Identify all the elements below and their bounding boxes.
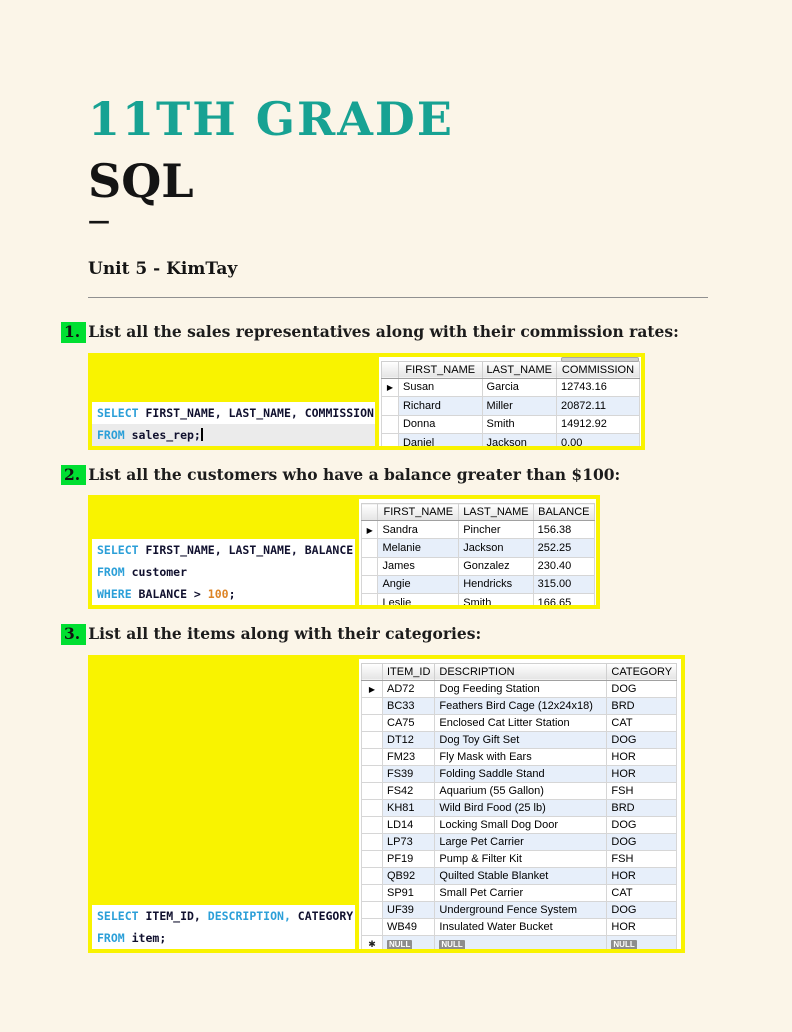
table-cell: Aquarium (55 Gallon) [435, 782, 607, 799]
table-cell: Melanie [378, 539, 459, 557]
column-header: LAST_NAME [482, 361, 556, 378]
sql-editor-pane [92, 659, 359, 949]
divider-rule [88, 297, 708, 298]
sql-code-line [92, 905, 355, 927]
column-header: CATEGORY [607, 663, 677, 680]
table-cell [435, 935, 607, 949]
sql-code-line [92, 583, 355, 605]
table-cell: Folding Saddle Stand [435, 765, 607, 782]
row-selector-header [362, 663, 383, 680]
table-row [362, 867, 677, 884]
sql-code-block [92, 539, 355, 605]
sql-code-block [92, 905, 355, 949]
table-cell: QB92 [383, 867, 435, 884]
table-cell: Miller [482, 397, 556, 416]
row-selector-header [382, 361, 399, 378]
table-row [362, 918, 677, 935]
table-cell: Insulated Water Bucket [435, 918, 607, 935]
table-cell: Daniel [398, 434, 482, 446]
row-selector-cell [362, 575, 378, 593]
table-cell: Enclosed Cat Litter Station [435, 714, 607, 731]
table-cell: 0.00 [556, 434, 639, 446]
current-row-arrow-icon: ▶ [366, 525, 373, 535]
table-cell: PF19 [383, 850, 435, 867]
query-result-screenshot [88, 655, 685, 953]
table-cell: BC33 [383, 697, 435, 714]
row-selector-cell [362, 901, 383, 918]
table-row [362, 557, 595, 575]
row-selector-cell [362, 593, 378, 605]
table-row [362, 799, 677, 816]
question-number: 1. [61, 322, 86, 343]
sql-token: item; [131, 930, 167, 945]
row-selector-cell [362, 557, 378, 575]
table-row [362, 765, 677, 782]
text-cursor [201, 428, 203, 441]
table-row [362, 850, 677, 867]
table-cell: UF39 [383, 901, 435, 918]
table-row [382, 378, 640, 397]
row-selector-cell [382, 434, 399, 446]
table-cell: KH81 [383, 799, 435, 816]
new-row [362, 935, 677, 949]
sql-token: FROM [97, 930, 132, 945]
sql-token: WHERE [97, 587, 139, 602]
table-row [362, 748, 677, 765]
table-cell: LD14 [383, 816, 435, 833]
current-row-arrow-icon: ▶ [368, 684, 376, 694]
row-selector-cell [362, 539, 378, 557]
table-cell: AD72 [383, 680, 435, 697]
question-line [64, 464, 708, 486]
table-cell: CAT [607, 884, 677, 901]
table-cell: 315.00 [533, 575, 594, 593]
dash-decoration: — [88, 208, 110, 234]
row-selector-cell [362, 935, 383, 949]
table-cell: Jackson [459, 539, 533, 557]
table-cell: Angie [378, 575, 459, 593]
sql-code-line [92, 402, 375, 424]
table-row [382, 415, 640, 434]
sql-token: sales_rep; [131, 427, 201, 442]
table-cell: DOG [607, 833, 677, 850]
table-cell: 166.65 [533, 593, 594, 605]
sql-editor-pane [92, 499, 359, 605]
row-selector-header [362, 504, 378, 521]
horizontal-scrollbar [561, 357, 639, 362]
table-cell: Wild Bird Food (25 lb) [435, 799, 607, 816]
sql-token: FROM [97, 565, 132, 580]
sql-code-line [92, 424, 375, 446]
row-selector-cell [362, 748, 383, 765]
null-badge: NULL [441, 939, 463, 949]
table-cell: 156.38 [533, 521, 594, 539]
table-cell: Large Pet Carrier [435, 833, 607, 850]
table-cell: Richard [398, 397, 482, 416]
column-header: FIRST_NAME [378, 504, 459, 521]
table-row [362, 593, 595, 605]
null-badge: NULL [613, 939, 635, 949]
table-cell: Garcia [482, 378, 556, 397]
sql-token: SELECT [97, 908, 146, 923]
table-cell [607, 935, 677, 949]
table-cell: HOR [607, 748, 677, 765]
row-selector-cell [362, 782, 383, 799]
table-cell: Donna [398, 415, 482, 434]
results-grid [361, 503, 595, 605]
question-line [64, 322, 708, 343]
row-selector-cell [362, 765, 383, 782]
question-block [64, 464, 708, 610]
current-row-arrow-icon: ▶ [386, 383, 394, 393]
row-selector-cell [362, 833, 383, 850]
table-cell: CA75 [383, 714, 435, 731]
results-grid [381, 361, 640, 446]
sql-code-line [92, 539, 355, 561]
table-row [362, 697, 677, 714]
sql-token: FIRST_NAME, LAST_NAME, COMMISSION [145, 405, 374, 420]
unit-subtitle: Unit 5 - KimTay [88, 259, 238, 279]
table-cell: Susan [398, 378, 482, 397]
row-selector-cell [362, 816, 383, 833]
table-row [362, 680, 677, 697]
table-cell: Smith [482, 415, 556, 434]
row-selector-cell [362, 799, 383, 816]
table-cell: BRD [607, 697, 677, 714]
table-row [362, 539, 595, 557]
table-cell: HOR [607, 918, 677, 935]
table-cell [383, 935, 435, 949]
question-number: 2. [61, 465, 86, 486]
question-number: 3. [61, 624, 86, 645]
query-result-screenshot [88, 495, 600, 609]
table-cell: Sandra [378, 521, 459, 539]
results-grid-area [359, 499, 596, 605]
table-cell: LP73 [383, 833, 435, 850]
sql-code-block [92, 402, 375, 446]
column-header: FIRST_NAME [398, 361, 482, 378]
table-row [362, 521, 595, 539]
table-cell: 20872.11 [556, 397, 639, 416]
table-cell: Underground Fence System [435, 901, 607, 918]
table-cell: FS39 [383, 765, 435, 782]
row-selector-cell [362, 697, 383, 714]
query-result-screenshot [88, 353, 645, 450]
table-row [362, 901, 677, 918]
results-grid-area [359, 659, 681, 949]
question-line [64, 624, 708, 645]
table-cell: WB49 [383, 918, 435, 935]
sql-token: FROM [97, 427, 132, 442]
table-cell: Leslie [378, 593, 459, 605]
table-cell: DOG [607, 901, 677, 918]
table-cell: 230.40 [533, 557, 594, 575]
table-cell: HOR [607, 867, 677, 884]
table-cell: SP91 [383, 884, 435, 901]
new-row-marker-icon: ✱ [368, 938, 376, 949]
table-cell: 252.25 [533, 539, 594, 557]
sql-token: CATEGORY [290, 908, 354, 923]
table-cell: 14912.92 [556, 415, 639, 434]
row-selector-cell [382, 415, 399, 434]
sql-token: BALANCE > [138, 587, 208, 602]
row-selector-cell [362, 714, 383, 731]
results-grid [361, 663, 677, 949]
row-selector-cell [382, 378, 399, 397]
table-cell: FSH [607, 850, 677, 867]
row-selector-cell [362, 521, 378, 539]
header-row [362, 504, 595, 521]
table-row [382, 434, 640, 446]
question-text: List all the customers who have a balance greater than $100: [88, 464, 621, 484]
table-cell: Smith [459, 593, 533, 605]
table-cell: FSH [607, 782, 677, 799]
table-cell: DOG [607, 816, 677, 833]
question-block [64, 624, 708, 953]
table-cell: Small Pet Carrier [435, 884, 607, 901]
null-badge: NULL [389, 939, 411, 949]
subject-title: SQL [88, 154, 194, 208]
sql-token: ; [228, 587, 236, 602]
results-grid-area [379, 357, 641, 446]
table-cell: Locking Small Dog Door [435, 816, 607, 833]
table-cell: DOG [607, 731, 677, 748]
table-cell: FS42 [383, 782, 435, 799]
sql-token: ITEM_ID, [145, 908, 208, 923]
row-selector-cell [362, 918, 383, 935]
table-cell: Fly Mask with Ears [435, 748, 607, 765]
header-row [362, 663, 677, 680]
table-cell: Feathers Bird Cage (12x24x18) [435, 697, 607, 714]
table-row [362, 816, 677, 833]
sql-editor-pane [92, 357, 379, 446]
table-cell: Hendricks [459, 575, 533, 593]
table-row [362, 833, 677, 850]
row-selector-cell [362, 850, 383, 867]
header-row [382, 361, 640, 378]
column-header: BALANCE [533, 504, 594, 521]
question-text: List all the items along with their categories: [88, 624, 482, 644]
table-cell: Quilted Stable Blanket [435, 867, 607, 884]
sql-code-line [92, 927, 355, 949]
table-cell: Dog Feeding Station [435, 680, 607, 697]
table-cell: James [378, 557, 459, 575]
sql-token: DESCRIPTION, [207, 908, 291, 923]
table-cell: Dog Toy Gift Set [435, 731, 607, 748]
table-cell: 12743.16 [556, 378, 639, 397]
table-cell: DT12 [383, 731, 435, 748]
table-row [362, 884, 677, 901]
table-row [362, 782, 677, 799]
table-cell: BRD [607, 799, 677, 816]
row-selector-cell [362, 884, 383, 901]
row-selector-cell [382, 397, 399, 416]
table-cell: Pincher [459, 521, 533, 539]
course-title: 11TH GRADE [88, 92, 454, 146]
sql-token: customer [131, 565, 188, 580]
question-text: List all the sales representatives along with their commission rates: [88, 322, 679, 341]
table-cell: DOG [607, 680, 677, 697]
table-cell: Jackson [482, 434, 556, 446]
column-header: LAST_NAME [459, 504, 533, 521]
question-block [64, 322, 708, 450]
sql-code-line [92, 561, 355, 583]
column-header: ITEM_ID [383, 663, 435, 680]
table-cell: CAT [607, 714, 677, 731]
column-header: COMMISSION [556, 361, 639, 378]
sql-token: SELECT [97, 405, 146, 420]
row-selector-cell [362, 731, 383, 748]
sql-token: FIRST_NAME, LAST_NAME, BALANCE [145, 543, 354, 558]
row-selector-cell [362, 680, 383, 697]
table-row [382, 397, 640, 416]
table-cell: Gonzalez [459, 557, 533, 575]
table-row [362, 731, 677, 748]
row-selector-cell [362, 867, 383, 884]
questions-list [64, 322, 708, 953]
table-cell: Pump & Filter Kit [435, 850, 607, 867]
sql-token: 100 [207, 587, 229, 602]
table-cell: FM23 [383, 748, 435, 765]
table-row [362, 714, 677, 731]
sql-token: SELECT [97, 543, 146, 558]
column-header: DESCRIPTION [435, 663, 607, 680]
table-row [362, 575, 595, 593]
table-cell: HOR [607, 765, 677, 782]
